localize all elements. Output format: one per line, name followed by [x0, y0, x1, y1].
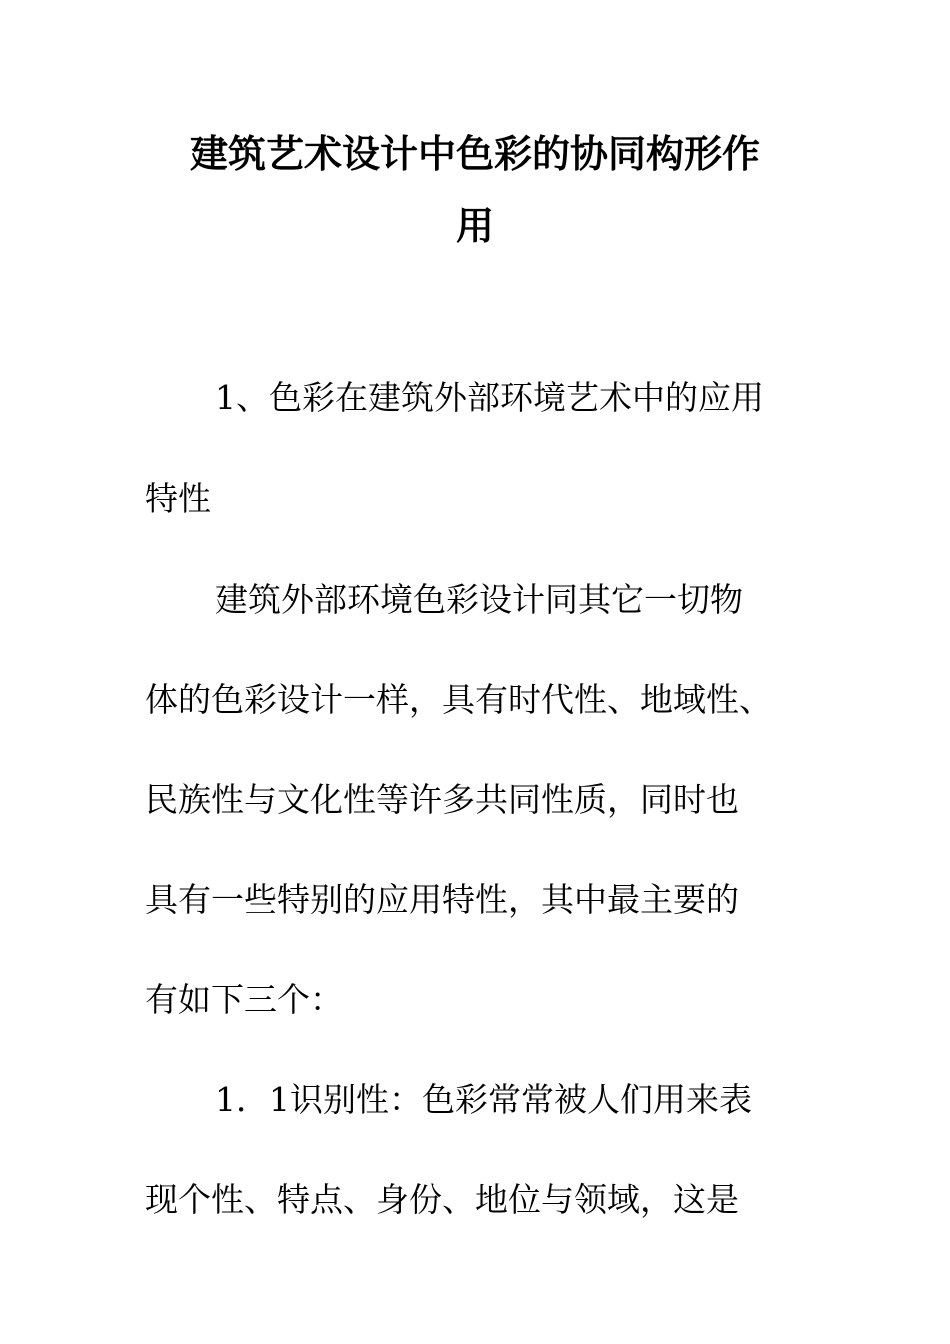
body-text-line: 有如下三个： [145, 980, 343, 1019]
subsection-text-line: 现个性、特点、身份、地位与领域，这是 [145, 1180, 739, 1219]
body-text-line: 建筑外部环境色彩设计同其它一切物 [215, 580, 743, 619]
body-text-line: 具有一些特别的应用特性，其中最主要的 [145, 880, 739, 919]
body-text-line: 体的色彩设计一样，具有时代性、地域性、 [145, 680, 772, 719]
title-line-1: 建筑艺术设计中色彩的协同构形作 [189, 131, 760, 176]
title-line-2: 用 [455, 203, 494, 248]
section-heading-line-2: 特性 [145, 479, 211, 518]
section-heading-line-1: 1、色彩在建筑外部环境艺术中的应用 [215, 378, 764, 417]
subsection-text-line: 1．1识别性：色彩常常被人们用来表 [215, 1080, 752, 1119]
body-text-line: 民族性与文化性等许多共同性质，同时也 [145, 780, 739, 819]
document-title [145, 118, 805, 262]
